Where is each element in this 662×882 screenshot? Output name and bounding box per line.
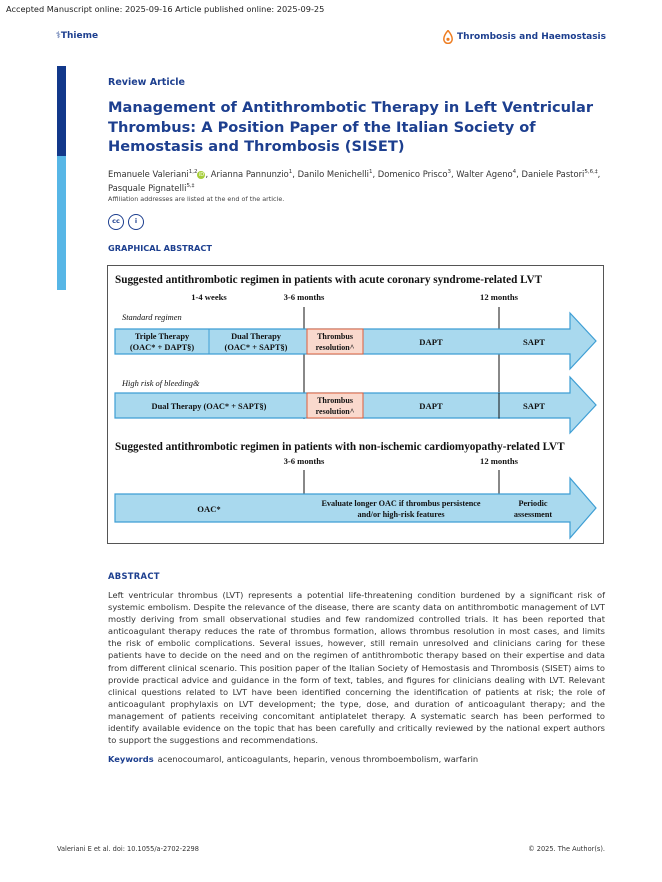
by-icon[interactable]: i xyxy=(128,214,144,230)
footer-citation[interactable]: Valeriani E et al. doi: 10.1055/a-2702-2298 xyxy=(57,845,199,853)
author[interactable]: Pasquale Pignatelli$^{5,\ddagger}$ xyxy=(108,183,195,194)
section1-title: Suggested antithrombotic regimen in patients with acute coronary syndrome-related LVT xyxy=(115,274,543,286)
orcid-icon[interactable]: iD xyxy=(198,171,205,178)
publication-dates: Accepted Manuscript online: 2025-09-16 Article published online: 2025-09-25 xyxy=(6,4,325,14)
author[interactable]: Arianna Pannunzio$^1$ xyxy=(210,168,293,179)
graphical-abstract[interactable] xyxy=(107,265,604,544)
nonischemic-regimen-arrow xyxy=(115,478,596,538)
time-label: 3-6 months xyxy=(283,292,325,302)
abstract-text: Left ventricular thrombus (LVT) represents a potential life-threatening condition burdened by a significant risk of systemic embolism. Despite the relevance of the disease, there are scanty data on antithrombotic management of LVT mostly deriving from small observational studies and few randomized controlled trials. It has been reported that anticoagulant therapy reduces the rate of thrombus formation, allows thrombus resolution in most cases, and limits the risk of embolic complications. Several issues, however, still remain unresolved and clinicians caring for these patients have to decide on the need and on the regimen of antithrombotic therapy based on their expertise and data from different clinical scenario. This position paper of the Italian Society of Hemostasis and Thrombosis (SISET) aims to provide practical advice and guidance in the form of text, tables, and figures for clinicians dealing with LVT. Relevant clinical questions related to LVT have been identified concerning the identification of patients at risk; the role of anticoagulant prophylaxis on LVT development; the type, dose, and duration of anticoagulant therapy; and the management of patients receiving concomitant antiplatelet therapy. A systematic search has been performed to identify available evidence on the topic that has been carefully and critically reviewed by the national expert authors to support the suggestions and recommendations. xyxy=(108,590,605,746)
graphical-abstract-heading: GRAPHICAL ABSTRACT xyxy=(108,243,212,253)
author[interactable]: Walter Ageno$^4$ xyxy=(456,168,517,179)
thrombus-label: Thrombus xyxy=(317,332,353,341)
bleeding-risk-label: High risk of bleeding& xyxy=(122,379,200,388)
article-type: Review Article xyxy=(108,77,185,88)
side-bar-light xyxy=(57,156,66,290)
evaluate-detail: and/or high-risk features xyxy=(357,510,445,519)
time-label: 12 months xyxy=(480,456,518,466)
dual-therapy-detail: (OAC* + SAPT§) xyxy=(224,343,288,352)
publisher-name: Thieme xyxy=(60,31,99,41)
time-label: 3-6 months xyxy=(283,456,325,466)
periodic-label: Periodic xyxy=(518,499,548,508)
author-list: Emanuele Valeriani$^{1,2}$iD, Arianna Pannunzio$^1$, Danilo Menichelli$^1$, Domenico Prisco$^3$, Walter Ageno$^4$, Daniele Pastori$^{5,6,\ddagger}$, Pasquale Pignatelli$^{5,\ddagger}$ xyxy=(108,168,601,194)
dapt-label: DAPT xyxy=(419,337,443,347)
cc-icon[interactable]: cc xyxy=(108,214,124,230)
assessment-label: assessment xyxy=(513,510,553,519)
evaluate-label: Evaluate longer OAC if thrombus persistence xyxy=(321,499,481,508)
dapt-label: DAPT xyxy=(419,401,443,411)
keywords-label: Keywords xyxy=(108,754,154,764)
sapt-label: SAPT xyxy=(523,337,545,347)
author[interactable]: Daniele Pastori$^{5,6,\ddagger}$ xyxy=(521,168,598,179)
thieme-icon: ⚕ xyxy=(56,31,61,41)
thrombus-label: Thrombus xyxy=(317,396,353,405)
footer-copyright: © 2025. The Author(s). xyxy=(528,845,605,853)
resolution-label: resolution^ xyxy=(315,407,355,416)
abstract-heading: ABSTRACT xyxy=(108,571,160,581)
author[interactable]: Danilo Menichelli$^1$ xyxy=(297,168,373,179)
journal-drop-icon xyxy=(443,30,453,44)
dual-therapy-label: Dual Therapy (OAC* + SAPT§) xyxy=(151,402,267,411)
sapt-label: SAPT xyxy=(523,401,545,411)
resolution-label: resolution^ xyxy=(315,343,355,352)
author[interactable]: Domenico Prisco$^3$ xyxy=(377,168,451,179)
standard-regimen-label: Standard regimen xyxy=(122,313,182,322)
article-title: Management of Antithrombotic Therapy in Left Ventricular Thrombus: A Position Paper of the Italian Society of Hemostasis and Thrombosis (SISET) xyxy=(108,99,594,155)
side-bar-dark xyxy=(57,66,66,156)
journal-name: Thrombosis and Haemostasis xyxy=(457,32,606,42)
section2-title: Suggested antithrombotic regimen in patients with non-ischemic cardiomyopathy-related LVT xyxy=(115,441,565,453)
keywords-text: acenocoumarol, anticoagulants, heparin, venous thromboembolism, warfarin xyxy=(157,754,479,764)
triple-therapy-label: Triple Therapy xyxy=(134,332,190,341)
oac-label: OAC* xyxy=(197,504,221,514)
triple-therapy-detail: (OAC* + DAPT§) xyxy=(129,343,195,352)
journal-logo[interactable] xyxy=(443,30,606,44)
affiliation-note: Affiliation addresses are listed at the end of the article. xyxy=(108,195,285,203)
time-label: 12 months xyxy=(480,292,518,302)
keywords xyxy=(108,754,478,764)
publisher-logo[interactable] xyxy=(56,31,98,41)
time-label: 1-4 weeks xyxy=(191,292,227,302)
author[interactable]: Emanuele Valeriani$^{1,2}$ xyxy=(108,168,198,179)
dual-therapy-label: Dual Therapy xyxy=(231,332,281,341)
